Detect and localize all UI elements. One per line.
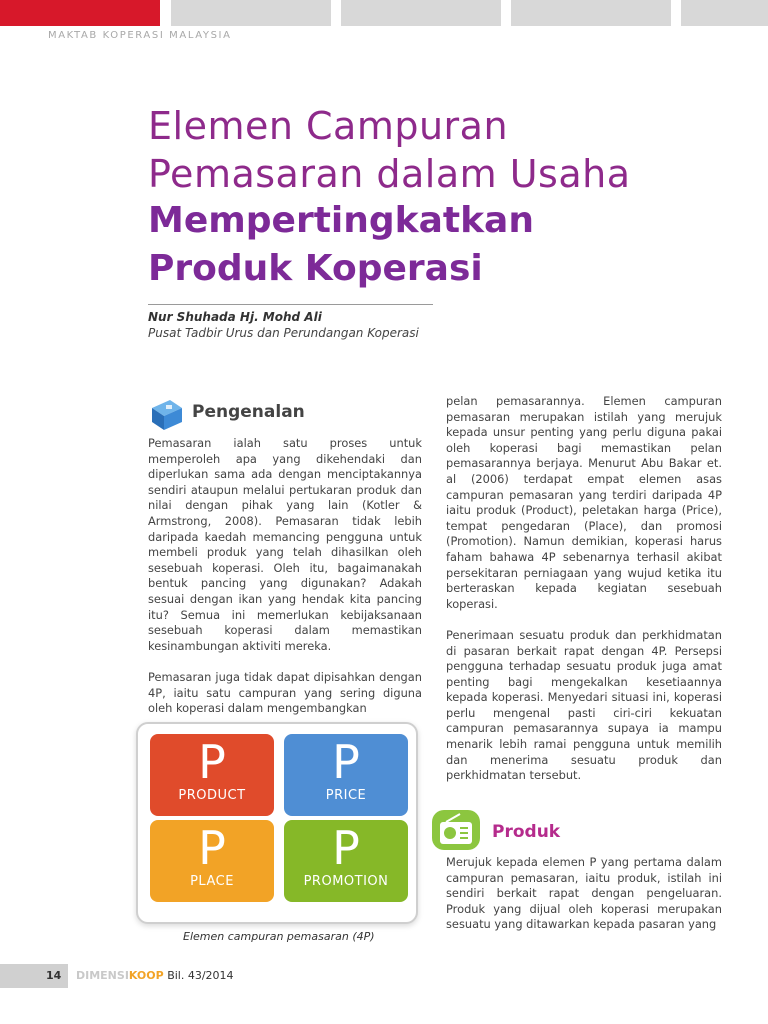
title-line-4: Produk Koperasi	[148, 248, 483, 289]
tile-product	[150, 734, 274, 816]
tile-label: PRODUCT	[178, 788, 246, 803]
magazine-name	[76, 969, 234, 982]
title-divider	[148, 304, 433, 305]
page-footer	[0, 964, 768, 988]
blue-cube-icon	[148, 396, 186, 432]
top-bar-gray-segment	[171, 0, 331, 26]
title-line-1: Elemen Campuran	[148, 104, 509, 148]
section-heading-produk: Produk	[492, 822, 561, 842]
title-line-3: Mempertingkatkan	[148, 200, 534, 241]
top-bar-gray-segment	[511, 0, 671, 26]
tile-label: PLACE	[190, 874, 234, 889]
organization-header: MAKTAB KOPERASI MALAYSIA	[48, 30, 232, 41]
radio-icon	[430, 808, 482, 852]
column-3-text	[446, 855, 722, 949]
tile-letter: P	[198, 735, 226, 789]
tile-price	[284, 734, 408, 816]
paragraph: Pemasaran juga tidak dapat dipisahkan dengan 4P, iaitu satu campuran yang sering diguna oleh koperasi dalam mengembangkan	[148, 669, 422, 716]
four-p-diagram	[136, 722, 418, 924]
tile-label: PROMOTION	[303, 874, 389, 889]
paragraph: Penerimaan sesuatu produk dan perkhidmatan di pasaran berkait rapat dengan 4P. Persepsi pengguna terhadap sesuatu produk juga amat penting bagi mengekalkan kesetiaannya kepada koperasi. Menyedari situasi ini, koperasi perlu mengenal pasti ciri-ciri kekuatan campuran pemasarannya supaya ia mampu menarik lebih ramai pengguna untuk memilih dan menerima sesuatu produk dan perkhidmatan tersebut.	[446, 627, 722, 783]
tile-letter: P	[198, 821, 226, 875]
paragraph: pelan pemasarannya. Elemen campuran pemasaran merupakan istilah yang merujuk kepada unsur penting yang perlu diguna pakai oleh koperasi bagi memastikan pelan pemasarannya berjaya. Menurut Abu Bakar et. al (2006) terdapat empat elemen asas campuran pemasaran yang terdiri daripada 4P iaitu produk (Product), peletakan harga (Price), tempat pengedaran (Place), dan promosi (Promotion). Namun demikian, koperasi harus faham bahawa 4P sebenarnya terhasil akibat persekitaran perniagaan yang wujud ketika itu berteraskan kepada kegiatan sesebuah koperasi.	[446, 394, 722, 611]
top-bar-gray-segment	[681, 0, 768, 26]
top-color-bar	[0, 0, 768, 26]
top-bar-gray-segment	[341, 0, 501, 26]
section-heading-pengenalan: Pengenalan	[192, 402, 305, 422]
magazine-name-part1: DIMENSI	[76, 969, 129, 982]
issue-number: Bil. 43/2014	[167, 969, 234, 982]
tile-letter: P	[332, 821, 360, 875]
top-bar-red-segment	[0, 0, 160, 26]
diagram-caption: Elemen campuran pemasaran (4P)	[183, 930, 375, 943]
tile-letter: P	[332, 735, 360, 789]
paragraph: Merujuk kepada elemen P yang pertama dalam campuran pemasaran, iaitu produk, istilah ini sendiri berkait rapat dengan pengeluaran. Produk yang dijual oleh koperasi merupakan sesuatu yang ditawarkan kepada pasaran yang	[446, 855, 722, 932]
paragraph: Pemasaran ialah satu proses untuk memperoleh apa yang dikehendaki dan diperlukan sama ada dengan menciptakannya sendiri ataupun melalui pertukaran produk dan nilai dengan pihak yang lain (Kotler & Armstrong, 2008). Pemasaran tidak lebih daripada kaedah memancing pengguna untuk membeli produk yang telah dihasilkan oleh sesebuah koperasi. Oleh itu, bagaimanakah bentuk pancing yang digunakan? Adakah sesuai dengan ikan yang hendak kita pancing itu? Semua ini memerlukan kebijaksanaan sesebuah koperasi dalam memastikan kesinambungan aktiviti mereka.	[148, 436, 422, 653]
tile-promotion	[284, 820, 408, 902]
author-name: Nur Shuhada Hj. Mohd Ali	[148, 310, 322, 324]
page-number: 14	[46, 969, 62, 982]
magazine-name-part2: KOOP	[128, 969, 164, 982]
column-1-text	[148, 436, 422, 732]
column-2-text	[446, 394, 722, 799]
title-line-2: Pemasaran dalam Usaha	[148, 152, 631, 196]
tile-place	[150, 820, 274, 902]
tile-label: PRICE	[325, 788, 367, 803]
author-affiliation: Pusat Tadbir Urus dan Perundangan Koperasi	[148, 326, 419, 340]
